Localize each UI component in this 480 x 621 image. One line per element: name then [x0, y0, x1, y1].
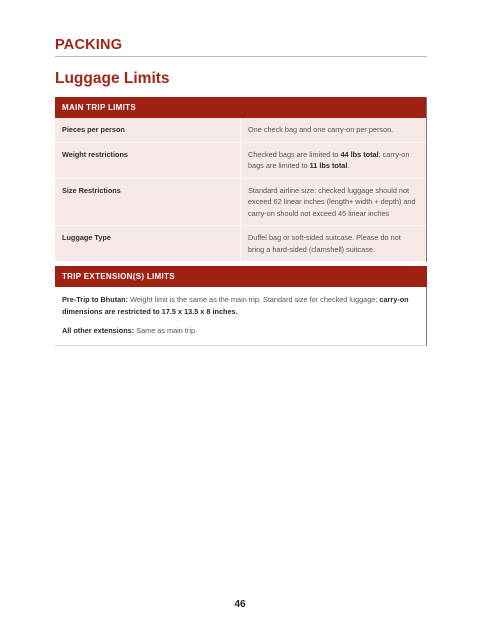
table-row: [55, 226, 426, 262]
row-value: Checked bags are limited to 44 lbs total; carry-on bags are limited to 11 lbs total.: [248, 149, 410, 170]
section-title: PACKING: [55, 37, 123, 53]
checked-weight-limit: 44 lbs total: [340, 149, 379, 159]
extensions-body: [55, 287, 427, 346]
other-extensions-paragraph: All other extensions: Same as main trip.: [62, 326, 198, 335]
carry-on-weight-limit: 11 lbs total: [309, 161, 348, 170]
row-value: Standard airline size: checked luggage should not exceed 62 linear inches (length+ width + depth) and carry-on should not exceed 45 linear inches: [248, 185, 416, 218]
row-label: Size Restrictions: [55, 179, 241, 226]
row-value: Duffel bag or soft-sided suitcase. Please do not bring a hard-sided (clamshell) suitcase.: [248, 233, 401, 254]
table-row: [55, 143, 426, 179]
carry-on-dimensions: carry-on dimensions are restricted to 17.5 x 13.5 x 8 inches.: [62, 295, 409, 316]
page-content: [55, 36, 427, 346]
row-value: One check bag and one carry-on per person.: [248, 125, 394, 134]
main-trip-header: MAIN TRIP LIMITS: [55, 97, 426, 118]
row-label: Luggage Type: [55, 226, 241, 261]
row-label: Pieces per person: [55, 118, 241, 142]
other-extensions-label: All other extensions:: [62, 326, 135, 335]
table-row: [55, 179, 426, 227]
pre-trip-paragraph: Pre-Trip to Bhutan: Weight limit is the same as the main trip. Standard size for checked luggage; carry-on dimensions are restricted to 17.5 x 13.5 x 8 inches.: [62, 295, 409, 316]
section-divider: [55, 56, 427, 57]
table-row: [55, 118, 426, 143]
pre-trip-label: Pre-Trip to Bhutan:: [62, 295, 129, 304]
subsection-title: Luggage Limits: [55, 70, 170, 87]
main-trip-table: [55, 97, 427, 262]
extensions-header: TRIP EXTENSION(S) LIMITS: [55, 266, 427, 287]
row-label: Weight restrictions: [55, 143, 241, 178]
page-number: 46: [234, 599, 246, 610]
